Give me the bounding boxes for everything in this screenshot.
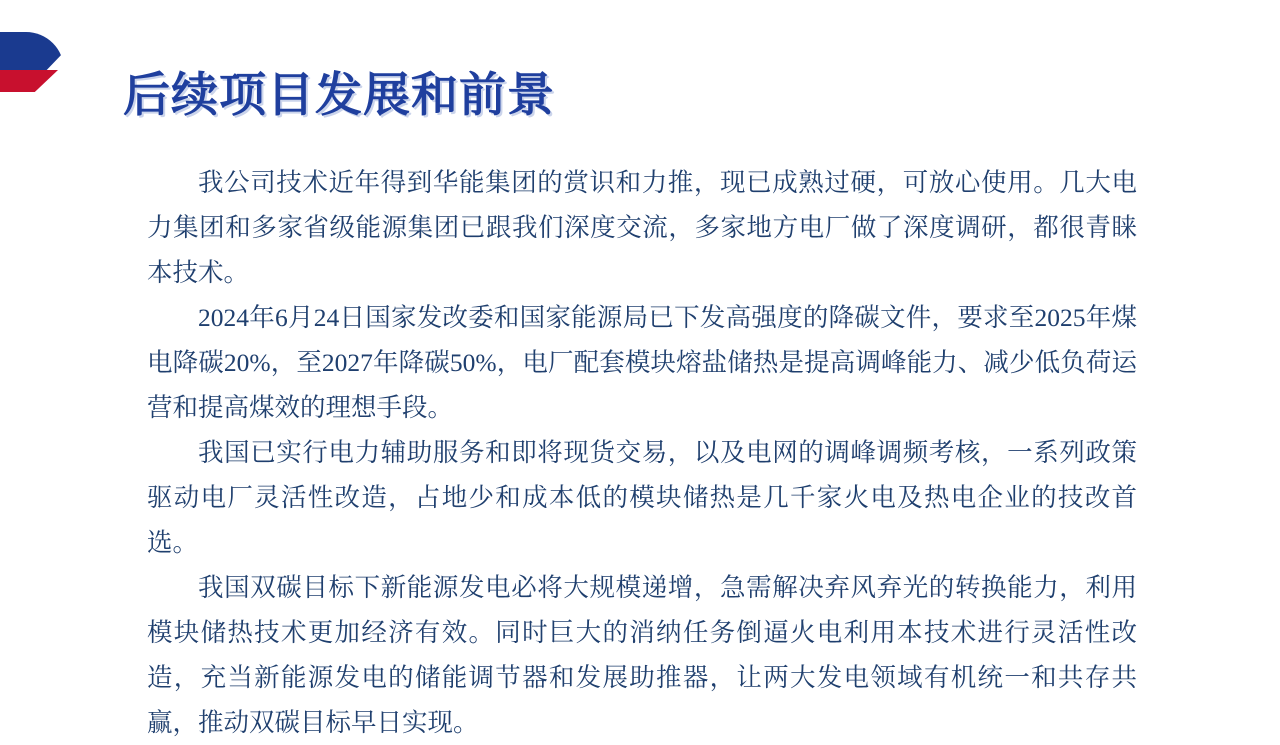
- blue-arrow-shape: [0, 32, 64, 72]
- paragraph: 我公司技术近年得到华能集团的赏识和力推，现已成熟过硬，可放心使用。几大电力集团和多家省级能源集团已跟我们深度交流，多家地方电厂做了深度调研，都很青睐本技术。: [147, 168, 1137, 287]
- page-title: 后续项目发展和前景: [123, 68, 555, 121]
- red-accent-shape: [0, 70, 58, 92]
- paragraph: 2024年6月24日国家发改委和国家能源局已下发高强度的降碳文件，要求至2025年煤电降碳20%，至2027年降碳50%，电厂配套模块熔盐储热是提高调峰能力、减少低负荷运营和提高煤效的理想手段。: [147, 303, 1137, 422]
- body-text-block: [147, 160, 1137, 745]
- decorative-corner-mark: [0, 32, 78, 94]
- paragraph: 我国已实行电力辅助服务和即将现货交易，以及电网的调峰调频考核，一系列政策驱动电厂灵活性改造，占地少和成本低的模块储热是几千家火电及热电企业的技改首选。: [147, 438, 1137, 557]
- paragraph: 我国双碳目标下新能源发电必将大规模递增，急需解决弃风弃光的转换能力，利用模块储热技术更加经济有效。同时巨大的消纳任务倒逼火电利用本技术进行灵活性改造，充当新能源发电的储能调节器和发展助推器，让两大发电领域有机统一和共存共赢，推动双碳目标早日实现。: [147, 573, 1137, 737]
